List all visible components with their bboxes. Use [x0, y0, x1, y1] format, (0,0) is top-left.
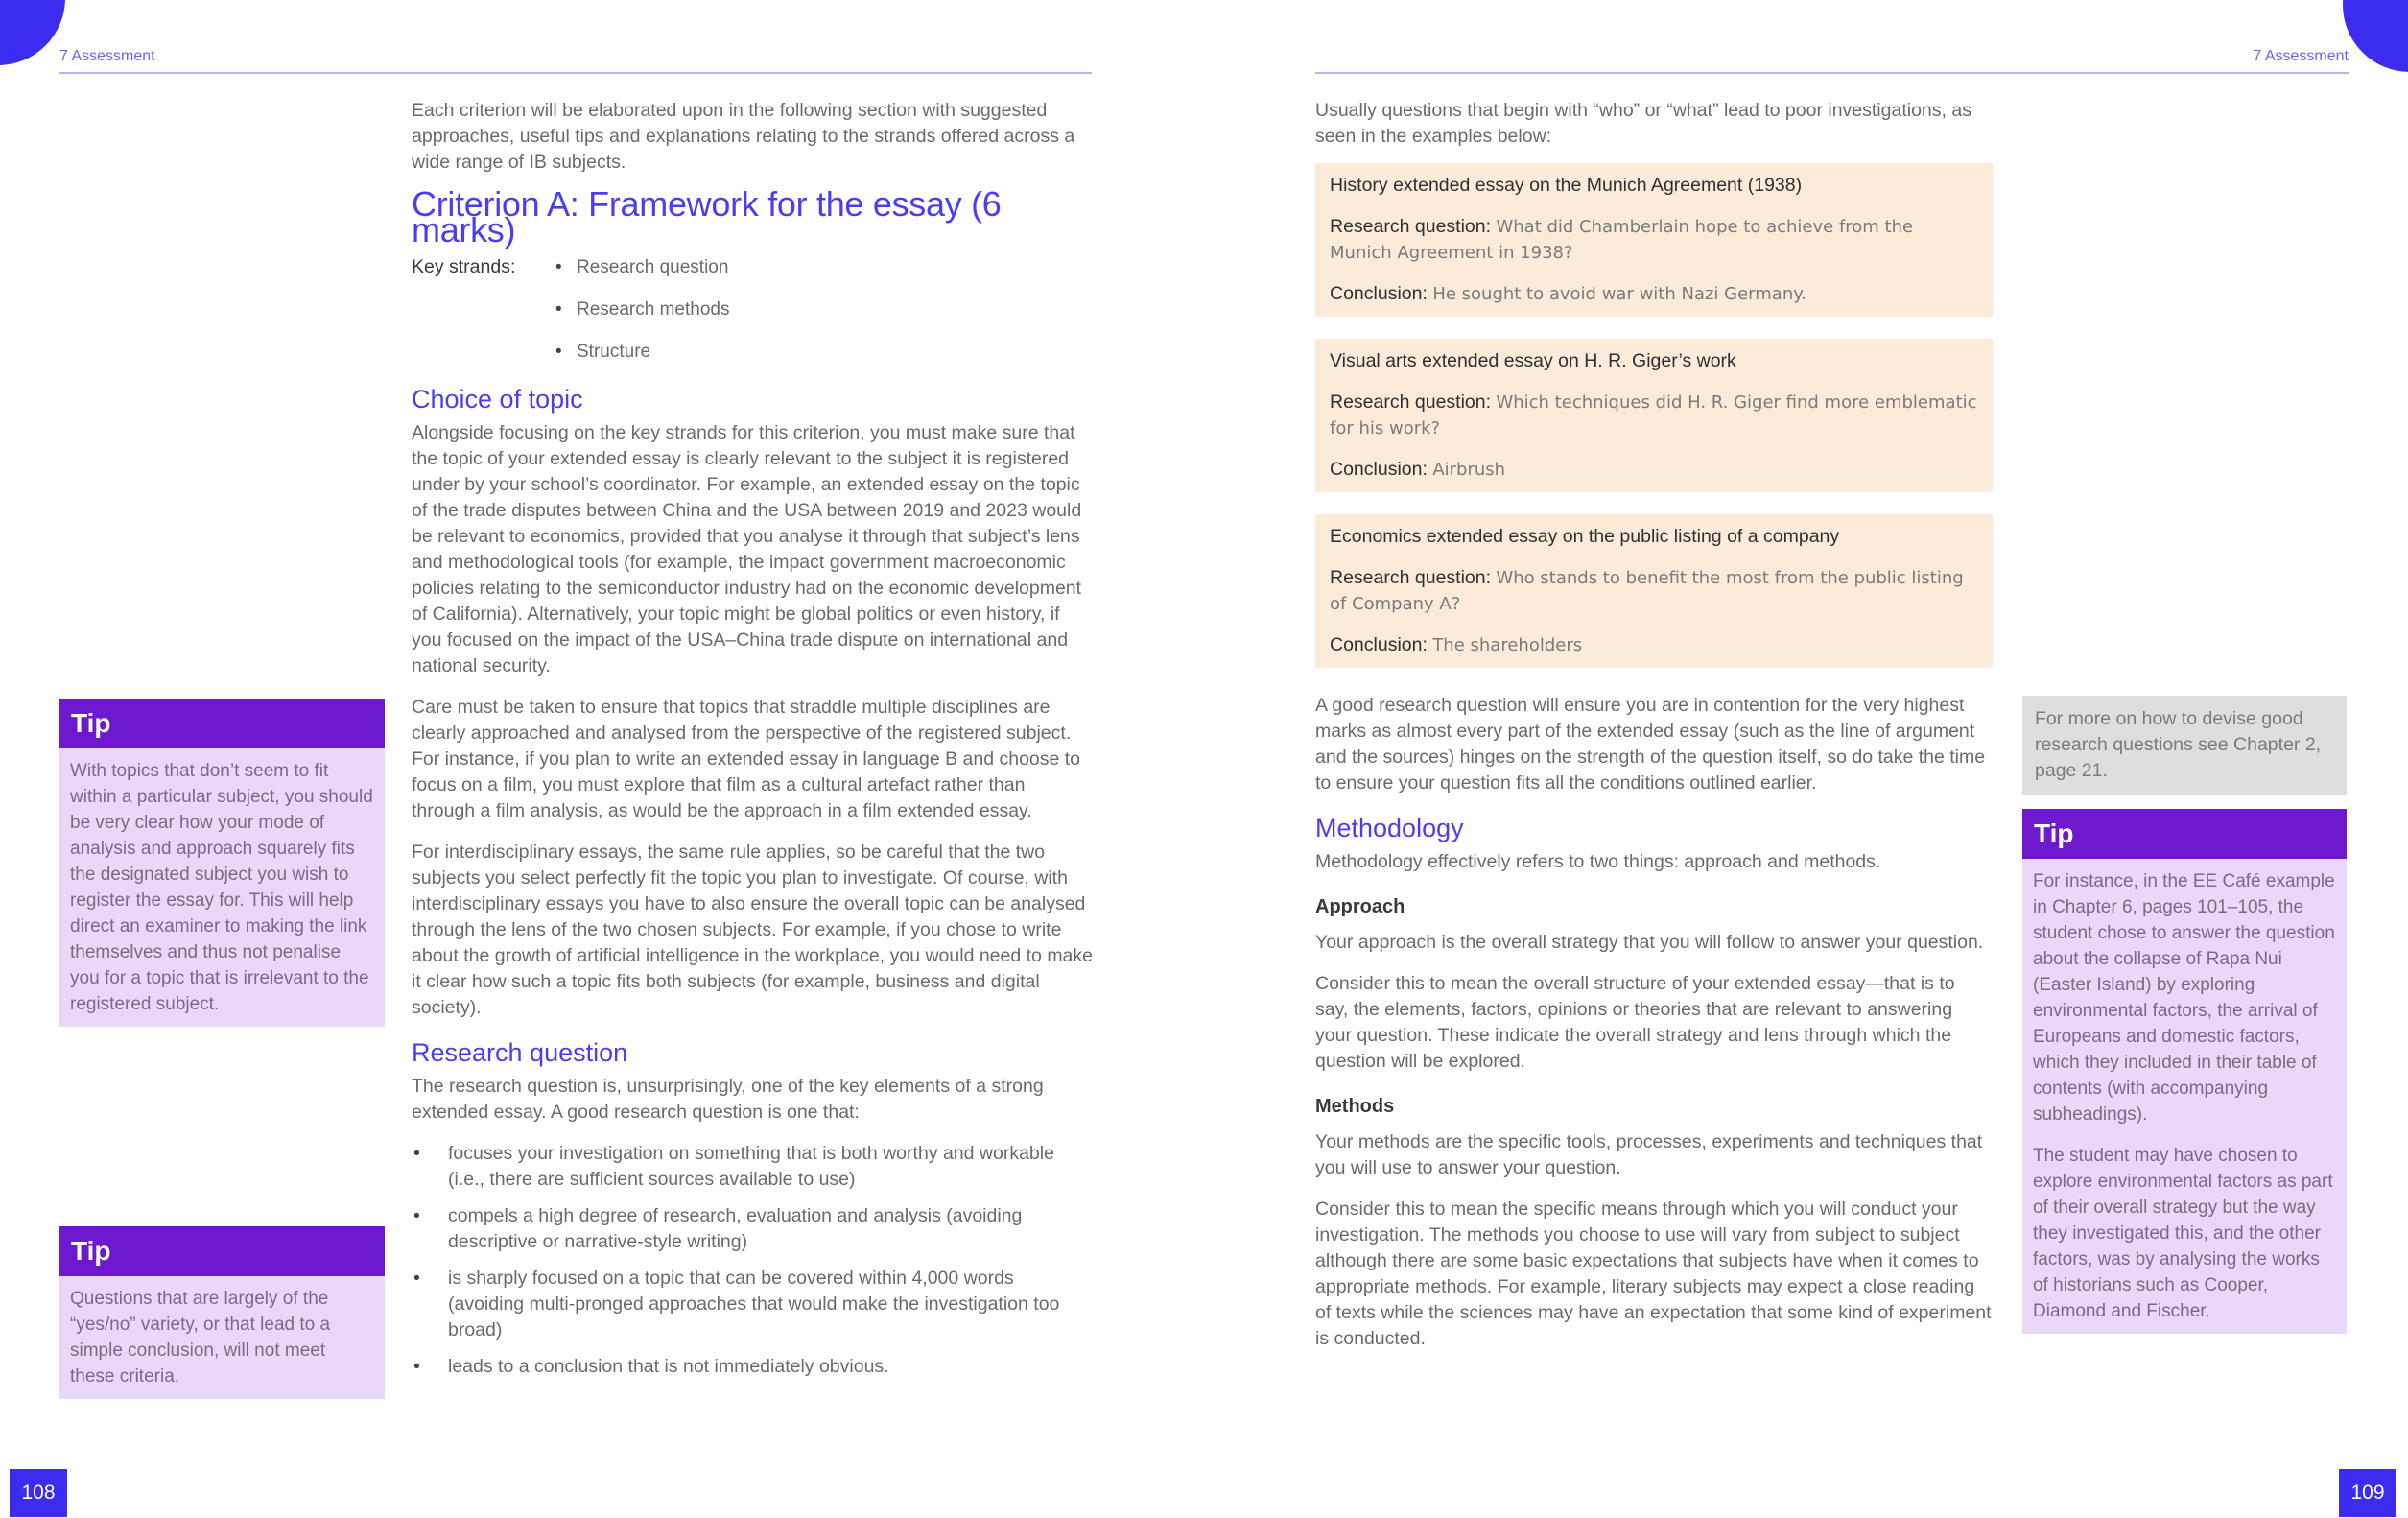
corner-decoration-right: [2343, 0, 2408, 72]
approach-paragraph: Consider this to mean the overall structure of your extended essay—that is to say, the elements, factors, opinions or theories that are relevant to answering your question. These indicate the overall strategy and lens through which the question will be explored.: [1315, 973, 1955, 1072]
choice-paragraph: Care must be taken to ensure that topics that straddle multiple disciplines are clearly approached and analysed from the perspective of the registered subject. For instance, if you plan to write an extended essay in language B and choose to focus on a film, you must explore that film as a cultural artefact rather than through a film analysis, as would be the approach in a film extended essay.: [412, 697, 1081, 821]
rq-criteria-list: [412, 1141, 1093, 1380]
corner-decoration-left: [0, 0, 65, 65]
example-research-question: Research question: Who stands to benefit the most from the public listing of Company A?: [1330, 567, 1964, 614]
page-number-right: 109: [2339, 1469, 2396, 1517]
choice-of-topic-heading: Choice of topic: [412, 385, 583, 414]
rq-intro: The research question is, unsurprisingly, one of the key elements of a strong extended essay. A good research question is one that:: [412, 1076, 1044, 1123]
tip-text: Questions that are largely of the “yes/no” variety, or that lead to a simple conclusion, will not meet these criteria.: [59, 1276, 385, 1399]
strand-item: • Research question: [555, 254, 729, 296]
research-question-heading: Research question: [412, 1038, 628, 1067]
methods-heading: Methods: [1315, 1096, 1395, 1117]
example-title: History extended essay on the Munich Agreement (1938): [1330, 175, 1803, 196]
left-main-column: [412, 98, 1093, 1390]
criterion-title: Criterion A: Framework for the essay (6 marks): [412, 184, 1002, 249]
header-rule-left: [59, 72, 1092, 74]
tip-box: [59, 1226, 385, 1399]
example-conclusion: Conclusion: Airbrush: [1330, 459, 1506, 480]
rq-criterion: • leads to a conclusion that is not immediately obvious.: [412, 1354, 1093, 1380]
methodology-intro: Methodology effectively refers to two things: approach and methods.: [1315, 851, 1881, 872]
example-title: Economics extended essay on the public listing of a company: [1330, 526, 1840, 547]
tip-title: Tip: [2022, 809, 2347, 859]
tip-title: Tip: [59, 1226, 385, 1276]
example-research-question: Research question: Which techniques did H. R. Giger find more emblematic for his work?: [1330, 391, 1977, 439]
tip-box: [59, 699, 385, 1027]
header-rule-right: [1315, 72, 2349, 74]
running-header-left: 7 Assessment: [59, 48, 155, 64]
approach-heading: Approach: [1315, 896, 1405, 917]
good-rq-paragraph: A good research question will ensure you are in contention for the very highest marks as almost every part of the extended essay (such as the line of argument and the sources) hinges on the strength of the question itself, so do take the time to ensure your question fits all the conditions outlined earlier.: [1315, 695, 1986, 794]
right-intro-paragraph: Usually questions that begin with “who” or “what” lead to poor investigations, as seen in the examples below:: [1315, 100, 1971, 147]
intro-paragraph: Each criterion will be elaborated upon in the following section with suggested approaches, useful tips and explanations relating to the strands offered across a wide range of IB subjects.: [412, 100, 1075, 173]
cross-reference-note: For more on how to devise good research questions see Chapter 2, page 21.: [2022, 696, 2347, 795]
rq-criterion: • focuses your investigation on something that is both worthy and workable (i.e., there are sufficient sources available to use): [412, 1141, 1093, 1193]
example-box: [1315, 163, 1993, 317]
example-research-question: Research question: What did Chamberlain hope to achieve from the Munich Agreement in 1938?: [1330, 216, 1914, 263]
tip-title: Tip: [59, 699, 385, 748]
choice-paragraph: For interdisciplinary essays, the same rule applies, so be careful that the two subjects you select perfectly fit the topic you plan to investigate. Of course, with interdisciplinary essays you have to also ensure the overall topic can be analysed through the lens of the two chosen subjects. For example, if you chose to write about the growth of artificial intelligence in the workplace, you would need to make it clear how such a topic fits both subjects (for example, business and digital society).: [412, 842, 1093, 1018]
strand-item: • Structure: [555, 339, 729, 381]
key-strands-list: [555, 254, 729, 381]
approach-paragraph: Your approach is the overall strategy that you will follow to answer your question.: [1315, 932, 1984, 953]
methods-paragraph: Consider this to mean the specific means through which you will conduct your investigation. The methods you choose to use will vary from subject to subject although there are some basic expectations that subjects have when it comes to appropriate methods. For example, literary subjects may expect a close reading of texts while the sciences may have an expectation that some kind of experiment is conducted.: [1315, 1198, 1992, 1349]
choice-paragraph: Alongside focusing on the key strands for this criterion, you must make sure that the topic of your extended essay is clearly relevant to the subject it is registered under by your school’s coordinator. For example, an extended essay on the topic of the trade disputes between China and the USA between 2019 and 2023 would be relevant to economics, provided that you analyse it through that subject’s lens and methodological tools (for example, the impact government macroeconomic policies relating to the semiconductor industry had on the economic development of California). Alternatively, your topic might be global politics or even history, if you focused on the impact of the USA–China trade dispute on international and national security.: [412, 422, 1082, 676]
example-title: Visual arts extended essay on H. R. Giger’s work: [1330, 350, 1736, 371]
example-conclusion: Conclusion: The shareholders: [1330, 634, 1583, 655]
example-box: [1315, 339, 1993, 492]
tip-box: [2022, 809, 2347, 1334]
right-main-column: [1315, 98, 1993, 1367]
running-header-right: 7 Assessment: [2253, 48, 2349, 64]
tip-text: With topics that don’t seem to fit within a particular subject, you should be very clear how your mode of analysis and approach squarely fits the designated subject you wish to register the essay for. This will help direct an examiner to making the link themselves and thus not penalise you for a topic that is irrelevant to the registered subject.: [59, 748, 385, 1027]
strand-item: • Research methods: [555, 296, 729, 339]
methodology-heading: Methodology: [1315, 814, 1464, 842]
tip-text: For instance, in the EE Café example in Chapter 6, pages 101–105, the student chose to answer the question about the collapse of Rapa Nui (Easter Island) by exploring environmental factors, the arrival of Europeans and domestic factors, which they included in their table of contents (with accompanying subheadings). The student may have chosen to explore environmental factors as part of their overall strategy but the way they investigated this, and the other factors, was by analysing the works of historians such as Cooper, Diamond and Fischer.: [2022, 859, 2347, 1334]
methods-paragraph: Your methods are the specific tools, processes, experiments and techniques that you will use to answer your question.: [1315, 1131, 1983, 1178]
page-number-left: 108: [10, 1469, 67, 1517]
example-conclusion: Conclusion: He sought to avoid war with Nazi Germany.: [1330, 283, 1807, 304]
example-box: [1315, 514, 1993, 668]
rq-criterion: • is sharply focused on a topic that can be covered within 4,000 words (avoiding multi-pronged approaches that would make the investigation too broad): [412, 1266, 1093, 1343]
key-strands-label: Key strands:: [412, 256, 516, 277]
key-strands: [412, 254, 1093, 381]
rq-criterion: • compels a high degree of research, evaluation and analysis (avoiding descriptive or narrative-style writing): [412, 1203, 1093, 1255]
